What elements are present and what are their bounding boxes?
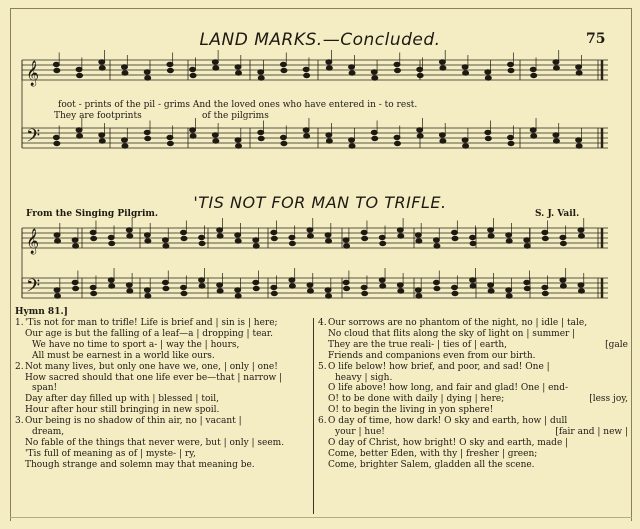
verse-carryover: [gale <box>605 339 628 350</box>
section1-title: LAND MARKS.—Concluded. <box>199 30 441 50</box>
verse-line <box>318 416 628 427</box>
note-head <box>144 233 150 237</box>
note-head <box>506 294 512 298</box>
note-head <box>325 288 331 292</box>
note-head <box>560 278 566 282</box>
note-head <box>91 291 97 295</box>
note-head <box>553 133 559 137</box>
note-head <box>304 134 310 138</box>
verse-line <box>15 460 309 471</box>
note-head <box>289 284 295 288</box>
note-head <box>398 289 404 293</box>
note-head <box>415 288 421 292</box>
note-head <box>54 288 60 292</box>
note-head <box>54 68 60 72</box>
note-head <box>271 285 277 289</box>
note-head <box>394 135 400 139</box>
note-head <box>530 128 536 132</box>
verse-number: 4. <box>318 318 327 328</box>
verse-line <box>318 373 628 384</box>
note-head <box>452 291 458 295</box>
note-head <box>372 136 378 140</box>
note-head <box>253 238 259 242</box>
note-head <box>416 239 422 243</box>
column-divider <box>313 318 314 514</box>
note-head <box>289 278 295 282</box>
verse-text: O day of time, how dark! O sky and earth, how | dull <box>328 416 568 427</box>
note-head <box>470 235 476 239</box>
note-head <box>463 71 469 75</box>
verse-text: Our sorrows are no phantom of the night, no | idle | tale, <box>328 318 588 328</box>
verse-line <box>15 438 309 449</box>
note-head <box>344 244 350 248</box>
note-head <box>343 280 349 284</box>
note-head <box>199 235 205 239</box>
note-head <box>361 285 367 289</box>
note-head <box>326 239 332 243</box>
note-head <box>108 278 114 282</box>
note-head <box>126 283 132 287</box>
verse-line <box>15 351 309 362</box>
note-head <box>372 76 378 80</box>
note-head <box>560 235 566 239</box>
section2-title: 'TIS NOT FOR MAN TO TRIFLE. <box>193 193 447 212</box>
note-head <box>167 141 173 145</box>
note-head <box>304 73 310 77</box>
verse-line <box>15 329 309 340</box>
note-head <box>326 66 332 70</box>
verse-line <box>318 362 628 373</box>
note-head <box>380 241 386 245</box>
verse-text: Hour after hour still bringing in new spoil. <box>25 405 220 416</box>
treble-clef-2: 𝄞 <box>26 229 40 254</box>
note-head <box>508 135 514 139</box>
note-head <box>213 66 219 70</box>
note-head <box>524 280 530 284</box>
note-head <box>145 239 151 243</box>
verse-line <box>15 427 309 438</box>
note-head <box>524 244 530 248</box>
verse-text: 'Tis not for man to trifle! Life is brief and | sin is | here; <box>25 318 278 328</box>
note-head <box>524 286 530 290</box>
verse-line <box>318 318 628 329</box>
note-head <box>553 66 559 70</box>
verse-line <box>318 351 628 362</box>
note-head <box>53 135 59 139</box>
note-head <box>73 244 79 248</box>
note-head <box>53 62 59 66</box>
note-head <box>349 65 355 69</box>
note-head <box>433 280 439 284</box>
section1-lyrics-bottom-2: of the pilgrims <box>202 111 269 121</box>
verses-left-column <box>15 318 309 471</box>
note-head <box>379 278 385 282</box>
note-head <box>54 141 60 145</box>
note-head <box>488 228 494 232</box>
note-head <box>167 135 173 139</box>
verse-text: your | hue! <box>335 427 385 438</box>
note-head <box>560 284 566 288</box>
verse-line <box>318 340 628 351</box>
verse-text: O! to begin the living in yon sphere! <box>328 405 494 416</box>
note-head <box>90 230 96 234</box>
note-head <box>73 286 79 290</box>
note-head <box>506 288 512 292</box>
note-head <box>289 241 295 245</box>
note-head <box>181 230 187 234</box>
verse-line <box>15 373 309 384</box>
note-head <box>506 233 512 237</box>
verse-text: O day of Christ, how bright! O sky and earth, made | <box>328 437 569 448</box>
verse-line <box>15 318 309 329</box>
verse-line <box>15 405 309 416</box>
note-head <box>121 65 127 69</box>
verse-text: Day after day filled up with | blessed | toil, <box>25 394 219 405</box>
note-head <box>452 285 458 289</box>
verse-text: No fable of the things that never were, but | only | seem. <box>25 437 285 448</box>
note-head <box>417 73 423 77</box>
bass-clef-2: 𝄢 <box>26 276 41 301</box>
verse-carryover: [fair and | new | <box>555 427 628 438</box>
verse-text: Friends and companions even from our birth. <box>328 350 536 361</box>
note-head <box>417 134 423 138</box>
note-head <box>126 228 132 232</box>
verse-line <box>15 362 309 373</box>
verse-line <box>318 394 628 405</box>
note-head <box>508 68 514 72</box>
verse-line <box>15 383 309 394</box>
note-head <box>258 70 264 74</box>
note-head <box>303 128 309 132</box>
verse-line <box>318 383 628 394</box>
note-head <box>434 244 440 248</box>
verse-line <box>318 329 628 340</box>
note-head <box>163 244 169 248</box>
verse-line <box>318 438 628 449</box>
verse-line <box>318 449 628 460</box>
verse-number: 5. <box>318 361 327 372</box>
note-head <box>394 62 400 66</box>
verse-text: Our being is no shadow of thin air, no | vacant | <box>25 416 242 427</box>
note-head <box>506 239 512 243</box>
note-head <box>433 238 439 242</box>
note-head <box>127 289 133 293</box>
note-head <box>349 138 355 142</box>
note-head <box>440 66 446 70</box>
page-number: 75 <box>586 31 606 47</box>
verse-text: All must be earnest in a world like ours. <box>32 350 215 361</box>
note-head <box>212 133 218 137</box>
verse-text: No cloud that flits along the sky of light on | summer | <box>328 328 576 339</box>
verse-text: dream, <box>32 427 65 438</box>
verse-text: Come, better Eden, with thy | fresher | green; <box>328 448 538 459</box>
note-head <box>271 236 277 240</box>
note-head <box>343 238 349 242</box>
note-head <box>361 230 367 234</box>
note-head <box>77 73 83 77</box>
note-head <box>235 233 241 237</box>
note-head <box>199 278 205 282</box>
note-head <box>553 139 559 143</box>
note-head <box>145 76 151 80</box>
verse-line <box>15 449 309 460</box>
verse-number: 1. <box>15 318 24 328</box>
note-head <box>362 291 368 295</box>
note-head <box>190 73 196 77</box>
note-head <box>281 68 287 72</box>
note-head <box>485 76 491 80</box>
verses-right-column <box>318 318 628 471</box>
verse-number: 3. <box>15 416 24 427</box>
note-head <box>109 241 115 245</box>
note-head <box>54 233 60 237</box>
note-head <box>145 294 151 298</box>
note-head <box>55 239 61 243</box>
note-head <box>488 289 494 293</box>
note-head <box>380 284 386 288</box>
note-head <box>181 291 187 295</box>
note-head <box>397 283 403 287</box>
note-head <box>72 280 78 284</box>
note-head <box>578 289 584 293</box>
note-head <box>217 289 223 293</box>
note-head <box>371 130 377 134</box>
note-head <box>122 144 128 148</box>
note-head <box>440 139 446 143</box>
verse-text: O life below! how brief, and poor, and sad! One | <box>328 361 550 372</box>
note-head <box>417 67 423 71</box>
note-head <box>415 233 421 237</box>
verse-text: They are the true reali- | ties of | earth, <box>328 339 508 350</box>
note-head <box>530 67 536 71</box>
verse-text: Though strange and solemn may that meaning be. <box>25 459 255 470</box>
note-head <box>439 133 445 137</box>
verse-text: Come, brighter Salem, gladden all the scene. <box>328 459 535 470</box>
note-head <box>55 294 61 298</box>
note-head <box>434 286 440 290</box>
verse-text: O! to be done with daily | dying | here; <box>328 394 505 405</box>
note-head <box>578 234 584 238</box>
note-head <box>439 60 445 64</box>
note-head <box>326 60 332 64</box>
note-head <box>576 144 582 148</box>
note-head <box>452 230 458 234</box>
note-head <box>258 130 264 134</box>
note-head <box>488 283 494 287</box>
verse-text: Our age is but the falling of a leaf—a | dropping | tear. <box>25 328 273 339</box>
note-head <box>379 235 385 239</box>
verse-carryover: [less joy, <box>589 394 628 405</box>
note-head <box>258 136 264 140</box>
note-head <box>542 230 548 234</box>
note-head <box>576 71 582 75</box>
note-head <box>167 68 173 72</box>
verse-line <box>15 416 309 427</box>
note-head <box>109 284 115 288</box>
note-head <box>452 236 458 240</box>
verse-line <box>15 394 309 405</box>
note-head <box>162 280 168 284</box>
note-head <box>576 65 582 69</box>
note-head <box>162 238 168 242</box>
note-head <box>289 235 295 239</box>
note-head <box>560 241 566 245</box>
note-head <box>253 286 259 290</box>
note-head <box>524 238 530 242</box>
note-head <box>417 128 423 132</box>
verse-number: 6. <box>318 416 327 427</box>
note-head <box>190 67 196 71</box>
bass-clef: 𝄢 <box>26 126 41 151</box>
note-head <box>235 239 241 243</box>
note-head <box>470 241 476 245</box>
treble-clef: 𝄞 <box>26 61 40 86</box>
note-head <box>325 233 331 237</box>
note-head <box>307 234 313 238</box>
note-head <box>398 234 404 238</box>
note-head <box>217 228 223 232</box>
note-head <box>578 283 584 287</box>
note-head <box>307 289 313 293</box>
verse-line <box>318 427 628 438</box>
note-head <box>144 130 150 134</box>
note-head <box>163 286 169 290</box>
note-head <box>470 284 476 288</box>
note-head <box>212 60 218 64</box>
note-head <box>394 68 400 72</box>
note-head <box>144 288 150 292</box>
note-head <box>144 70 150 74</box>
verse-line <box>318 405 628 416</box>
note-head <box>303 67 309 71</box>
note-head <box>281 141 287 145</box>
note-head <box>542 285 548 289</box>
verse-text: How sacred should that one life ever be—that | narrow | <box>25 372 283 383</box>
verse-text: heavy | sigh. <box>335 372 393 383</box>
note-head <box>271 230 277 234</box>
composer-credit: S. J. Vail. <box>535 209 580 219</box>
note-head <box>397 228 403 232</box>
note-head <box>362 236 368 240</box>
section1-lyrics-top: foot - prints of the pil - grims And the loved ones who have entered in - to rest. <box>58 100 418 110</box>
verse-text: O life above! how long, and fair and glad! One | end- <box>328 383 569 394</box>
note-head <box>145 136 151 140</box>
note-head <box>508 141 514 145</box>
note-head <box>127 234 133 238</box>
note-head <box>253 280 259 284</box>
note-head <box>349 71 355 75</box>
note-head <box>181 236 187 240</box>
note-head <box>349 144 355 148</box>
note-head <box>542 236 548 240</box>
note-head <box>253 244 259 248</box>
note-head <box>553 60 559 64</box>
note-head <box>199 284 205 288</box>
note-head <box>470 278 476 282</box>
note-head <box>307 283 313 287</box>
note-head <box>236 71 242 75</box>
verse-text: Not many lives, but only one have we, one, | only | one! <box>25 361 278 372</box>
note-head <box>326 139 332 143</box>
note-head <box>280 135 286 139</box>
note-head <box>485 136 491 140</box>
verse-number: 2. <box>15 361 24 372</box>
note-head <box>258 76 264 80</box>
verse-text: span! <box>32 383 58 394</box>
note-head <box>122 71 128 75</box>
note-head <box>271 291 277 295</box>
note-head <box>326 294 332 298</box>
note-head <box>531 73 537 77</box>
note-head <box>416 294 422 298</box>
note-head <box>235 288 241 292</box>
note-head <box>236 144 242 148</box>
note-head <box>576 138 582 142</box>
note-head <box>542 291 548 295</box>
note-head <box>235 65 241 69</box>
source-credit: From the Singing Pilgrim. <box>26 209 159 219</box>
hymn-number: Hymn 81.] <box>15 307 68 317</box>
verse-text: 'Tis full of meaning as of | myste- | ry, <box>25 448 196 459</box>
page-bottom-rule <box>10 517 632 518</box>
note-head <box>344 286 350 290</box>
note-head <box>167 62 173 66</box>
note-head <box>463 144 469 148</box>
note-head <box>190 128 196 132</box>
note-head <box>235 294 241 298</box>
note-head <box>462 65 468 69</box>
note-head <box>394 141 400 145</box>
note-head <box>181 285 187 289</box>
note-head <box>485 70 491 74</box>
verse-line <box>15 340 309 351</box>
note-head <box>199 241 205 245</box>
note-head <box>485 130 491 134</box>
note-head <box>76 67 82 71</box>
note-head <box>488 234 494 238</box>
note-head <box>508 62 514 66</box>
note-head <box>217 234 223 238</box>
note-head <box>531 134 537 138</box>
note-head <box>326 133 332 137</box>
note-head <box>217 283 223 287</box>
note-head <box>121 138 127 142</box>
section1-lyrics-bottom-1: They are footprints <box>54 111 142 121</box>
note-head <box>99 139 105 143</box>
note-head <box>72 238 78 242</box>
note-head <box>99 133 105 137</box>
note-head <box>578 228 584 232</box>
verse-text: We have no time to sport a- | way the | hours, <box>32 339 240 350</box>
note-head <box>235 138 241 142</box>
note-head <box>99 66 105 70</box>
note-head <box>280 62 286 66</box>
note-head <box>76 128 82 132</box>
note-head <box>77 134 83 138</box>
note-head <box>371 70 377 74</box>
note-head <box>213 139 219 143</box>
note-head <box>99 60 105 64</box>
note-head <box>190 134 196 138</box>
note-head <box>91 236 97 240</box>
note-head <box>307 228 313 232</box>
note-head <box>108 235 114 239</box>
verse-line <box>318 460 628 471</box>
note-head <box>462 138 468 142</box>
note-head <box>90 285 96 289</box>
